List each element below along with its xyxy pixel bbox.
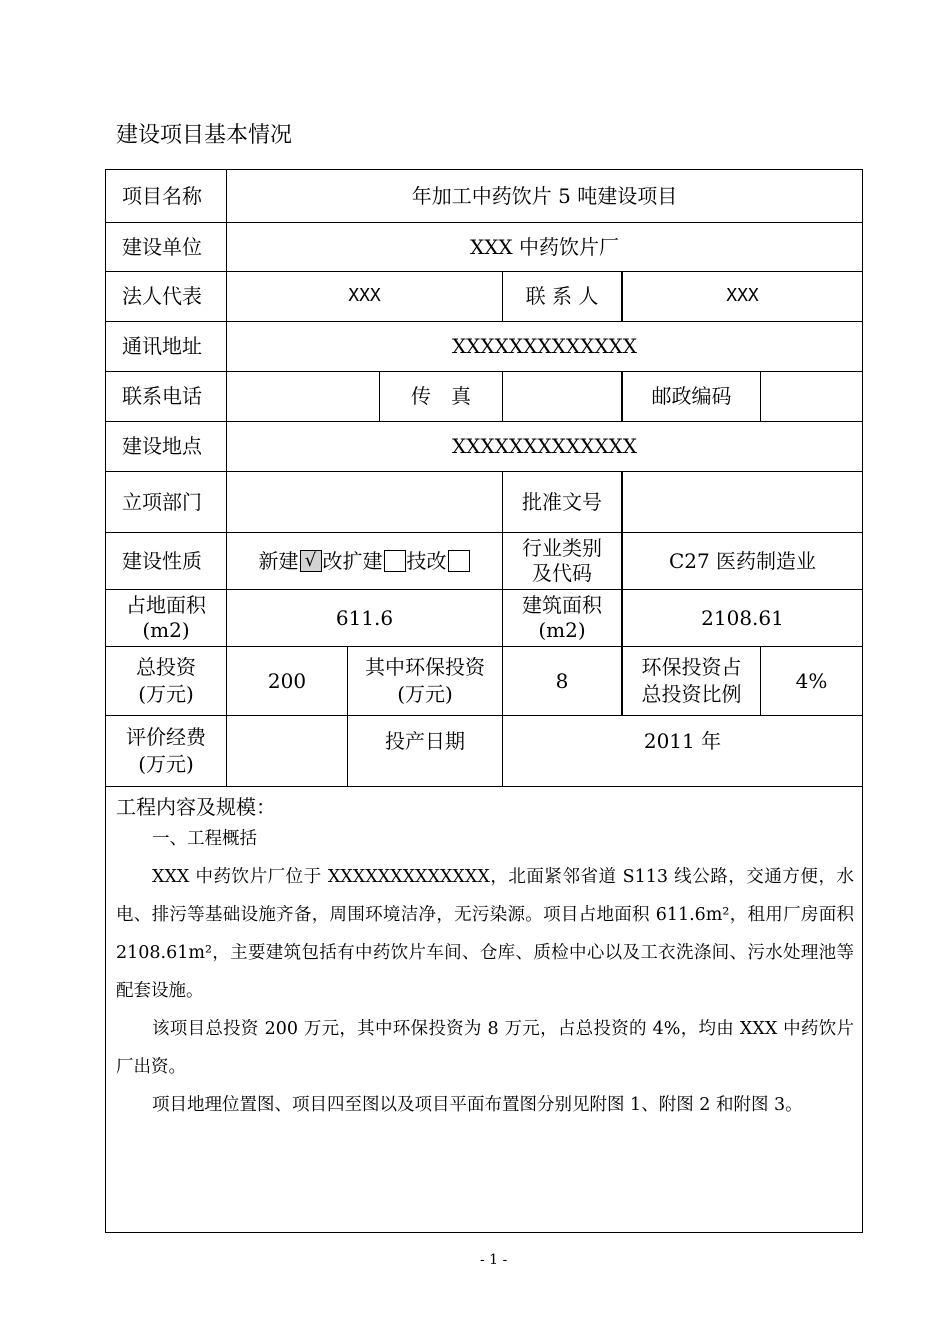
contact-value: XXX — [726, 285, 759, 307]
row-area — [106, 590, 862, 647]
project-content — [106, 787, 862, 1124]
building-area-value: 2108.61 — [701, 605, 784, 630]
site-label: 建设地点 — [106, 422, 227, 471]
row-nature — [106, 533, 862, 590]
approval-value — [623, 472, 862, 532]
row-phone — [106, 372, 862, 422]
fax-label: 传 真 — [380, 372, 503, 421]
nature-label: 建设性质 — [106, 533, 227, 589]
row-site — [106, 422, 862, 472]
builder-value: XXX 中药饮片厂 — [469, 234, 620, 259]
row-address — [106, 322, 862, 372]
postcode-label: 邮政编码 — [623, 372, 761, 421]
option-expand-label: 改扩建 — [322, 548, 383, 573]
legal-rep-label: 法人代表 — [106, 272, 227, 321]
option-new-label: 新建 — [258, 548, 299, 573]
industry-label: 行业类别及代码 — [503, 533, 623, 589]
area-value: 611.6 — [227, 590, 503, 646]
dept-value — [227, 472, 503, 532]
address-value: XXXXXXXXXXXXX — [451, 334, 638, 358]
paragraph-overview: XXX 中药饮片厂位于 XXXXXXXXXXXXX，北面紧邻省道 S113 线公路，交通方便，水电、排污等基础设施齐备，周围环境洁净，无污染源。项目占地面积 611.6m²，租用厂房面积 2108.61m²，主要建筑包括有中药饮片车间、仓库、质检中心以及工衣洗涤间、污水处理池等配套设施。 — [116, 867, 854, 1001]
investment-label: 总投资 (万元) — [106, 647, 227, 715]
section-overview-heading: 一、工程概括 — [152, 829, 257, 849]
fee-value — [227, 716, 348, 786]
production-date-value: 2011 年 — [643, 729, 722, 753]
phone-label: 联系电话 — [106, 372, 227, 421]
row-builder — [106, 223, 862, 272]
checkbox-expand[interactable] — [384, 550, 406, 572]
legal-rep-value: XXX — [227, 272, 503, 321]
paragraph-investment: 该项目总投资 200 万元，其中环保投资为 8 万元，占总投资的 4%，均由 XXX 中药饮片厂出资。 — [116, 1019, 854, 1077]
env-investment-label: 其中环保投资 (万元) — [348, 647, 503, 715]
contact-label: 联 系 人 — [503, 272, 623, 321]
checkbox-new[interactable]: √ — [300, 550, 322, 572]
row-legal-rep — [106, 272, 862, 322]
postcode-value — [761, 372, 862, 421]
env-ratio-value: 4% — [795, 668, 828, 693]
nature-options — [227, 533, 503, 589]
option-tech-label: 技改 — [406, 548, 447, 573]
builder-label: 建设单位 — [106, 223, 227, 271]
env-investment-value: 8 — [503, 647, 623, 715]
fee-label: 评价经费 (万元) — [106, 716, 227, 786]
industry-value: C27 医药制造业 — [668, 548, 817, 573]
project-info-form — [105, 169, 863, 1233]
fax-value — [503, 372, 623, 421]
row-dept — [106, 472, 862, 533]
phone-value — [227, 372, 380, 421]
area-label: 占地面积 (m2) — [106, 590, 227, 646]
row-fee — [106, 716, 862, 787]
paragraph-attachments: 项目地理位置图、项目四至图以及项目平面布置图分别见附图 1、附图 2 和附图 3。 — [152, 1095, 803, 1115]
project-name-value: 年加工中药饮片 5 吨建设项目 — [411, 183, 678, 208]
row-investment — [106, 647, 862, 716]
production-date-label: 投产日期 — [348, 716, 503, 786]
page-number: - 1 - — [480, 1252, 508, 1268]
project-name-label: 项目名称 — [106, 170, 227, 222]
dept-label: 立项部门 — [106, 472, 227, 532]
building-area-label: 建筑面积 (m2) — [503, 590, 623, 646]
investment-value: 200 — [227, 647, 348, 715]
approval-label: 批准文号 — [503, 472, 623, 532]
address-label: 通讯地址 — [106, 322, 227, 371]
row-project-name — [106, 170, 862, 223]
env-ratio-label: 环保投资占总投资比例 — [623, 647, 761, 715]
site-value: XXXXXXXXXXXXX — [451, 434, 638, 458]
checkbox-tech[interactable] — [448, 550, 470, 572]
page-title: 建设项目基本情况 — [116, 123, 293, 148]
content-heading: 工程内容及规模： — [116, 795, 276, 819]
